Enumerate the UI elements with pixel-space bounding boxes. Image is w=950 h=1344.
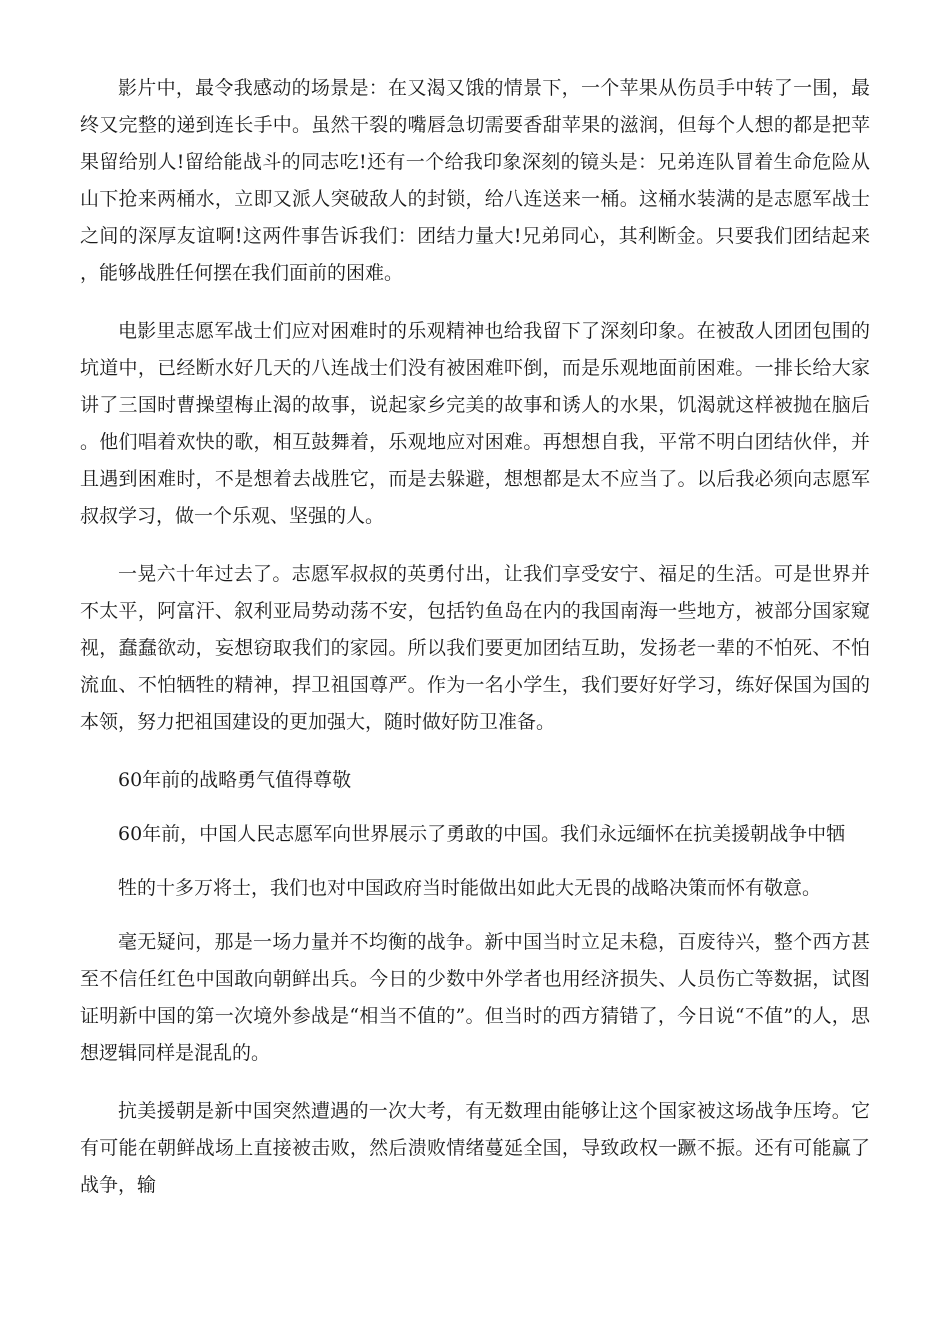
paragraph-soldiers: 牲的十多万将士，我们也对中国政府当时能做出如此大无畏的战略决策而怀有敬意。 <box>118 877 822 899</box>
paragraph-big-exam: 抗美援朝是新中国突然遭遇的一次大考，有无数理由能够让这个国家被这场战争压垮。它有可能在朝鲜战场上直接被击败，然后溃败情绪蔓延全国，导致政权一蹶不振。还有可能赢了战争，输 <box>80 1100 870 1196</box>
paragraph-sixty-years: 一晃六十年过去了。志愿军叔叔的英勇付出，让我们享受安宁、福足的生活。可是世界并不太平，阿富汗、叙利亚局势动荡不安，包括钓鱼岛在内的我国南海一些地方，被部分国家窥视，蠢蠢欲动，妄想窃取我们的家园。所以我们要更加团结互助，发扬老一辈的不怕死、不怕流血、不怕牺牲的精神，捍卫祖国尊严。作为一名小学生，我们要好好学习，练好保国为国的本领，努力把祖国建设的更加强大，随时做好防卫准备。 <box>80 563 870 733</box>
paragraph-optimism: 电影里志愿军战士们应对困难时的乐观精神也给我留下了深刻印象。在被敌人团团包围的坑道中，已经断水好几天的八连战士们没有被困难吓倒，而是乐观地面前困难。一排长给大家讲了三国时曹操望梅止渴的故事，说起家乡完美的故事和诱人的水果，饥渴就这样被抛在脑后。他们唱着欢快的歌，相互鼓舞着，乐观地应对困难。再想想自我，平常不明白团结伙伴，并且遇到困难时，不是想着去战胜它，而是去躲避，想想都是太不应当了。以后我必须向志愿军叔叔学习，做一个乐观、坚强的人。 <box>80 320 870 527</box>
paragraph-unequal-war: 毫无疑问，那是一场力量并不均衡的战争。新中国当时立足未稳，百废待兴，整个西方甚至不信任红色中国敢向朝鲜出兵。今日的少数中外学者也用经济损失、人员伤亡等数据，试图证明新中国的第一次境外参战是“相当不值的”。但当时的西方猜错了，今日说“不值”的人，思想逻辑同样是混乱的。 <box>80 931 870 1064</box>
section-heading: 60年前的战略勇气值得尊敬 <box>118 769 352 791</box>
paragraph-scene: 影片中，最令我感动的场景是：在又渴又饿的情景下，一个苹果从伤员手中转了一围，最终又完整的递到连长手中。虽然干裂的嘴唇急切需要香甜苹果的滋润，但每个人想的都是把苹果留给别人!留给能战斗的同志吃!还有一个给我印象深刻的镜头是：兄弟连队冒着生命危险从山下抢来两桶水，立即又派人突破敌人的封锁，给八连送来一桶。这桶水装满的是志愿军战士之间的深厚友谊啊!这两件事告诉我们：团结力量大!兄弟同心，其利断金。只要我们团结起来，能够战胜任何摆在我们面前的困难。 <box>80 77 870 284</box>
paragraph-volunteer-army: 60年前，中国人民志愿军向世界展示了勇敢的中国。我们永远缅怀在抗美援朝战争中牺 <box>118 823 846 845</box>
document-page <box>80 70 870 1225</box>
